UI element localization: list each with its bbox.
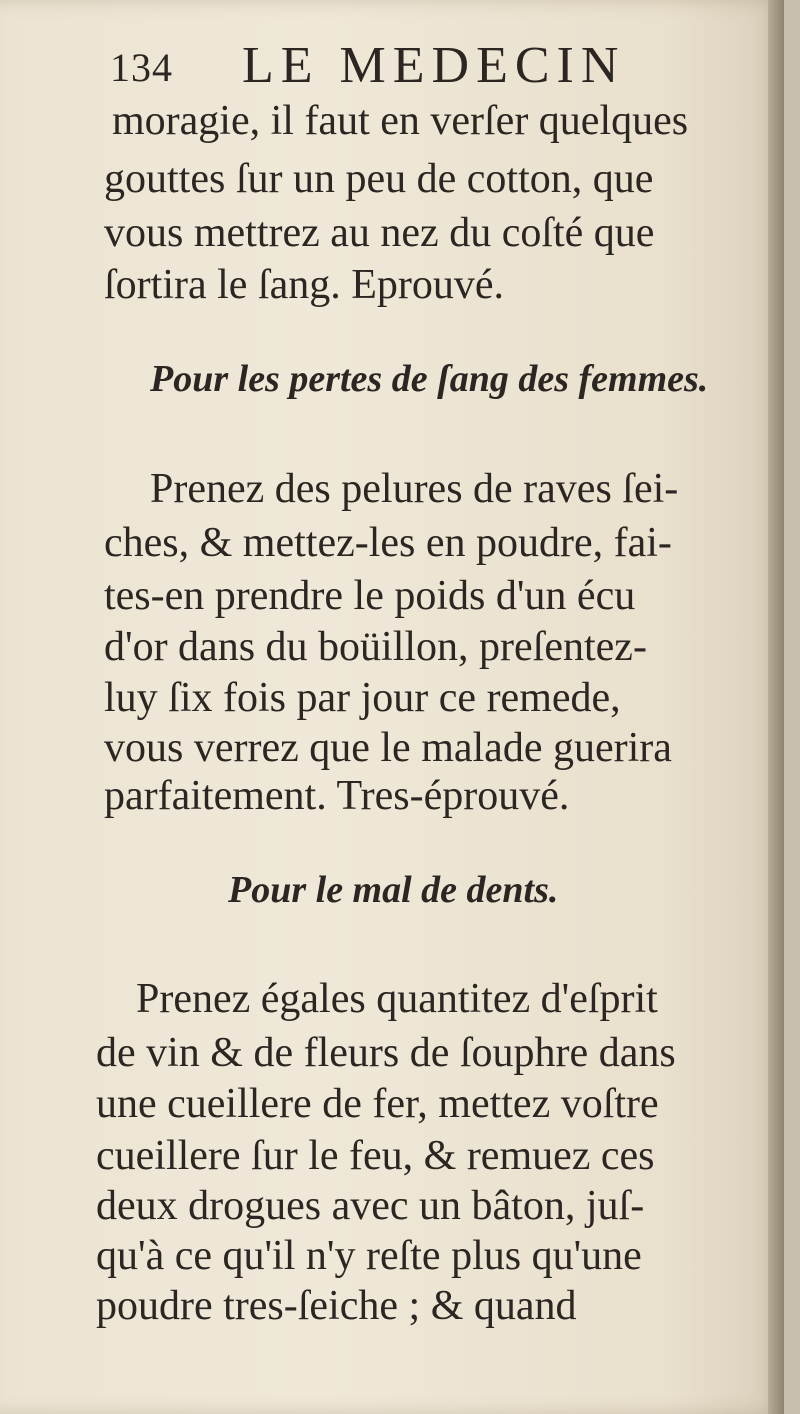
text-line: qu'à ce qu'il n'y reſte plus qu'une <box>96 1233 642 1279</box>
text-line: deux drogues avec un bâton, juſ- <box>96 1183 645 1229</box>
page-spine-shadow <box>768 0 784 1414</box>
text-line: d'or dans du boüillon, preſentez- <box>104 624 647 670</box>
text-line: ches, & mettez-les en poudre, fai- <box>104 520 672 566</box>
text-line: luy ſix fois par jour ce remede, <box>104 675 621 721</box>
text-line: une cueillere de fer, mettez voſtre <box>96 1081 659 1127</box>
section-heading-blood-loss: Pour les pertes de ſang des femmes. <box>150 358 709 400</box>
text-line: parfaitement. Tres-éprouvé. <box>104 773 570 819</box>
section-heading-toothache: Pour le mal de dents. <box>228 869 559 911</box>
text-line: poudre tres-ſeiche ; & quand <box>96 1283 577 1329</box>
text-line: cueillere ſur le feu, & remuez ces <box>96 1133 655 1179</box>
page-header <box>110 36 750 98</box>
text-line: Prenez égales quantitez d'eſprit <box>136 976 658 1022</box>
page-number: 134 <box>110 45 173 90</box>
running-title: LE MEDECIN <box>242 37 626 94</box>
text-line: gouttes ſur un peu de cotton, que <box>104 156 654 202</box>
text-line: moragie, il faut en verſer quelques <box>112 98 689 144</box>
text-line: de vin & de fleurs de ſouphre dans <box>96 1030 676 1076</box>
text-line: vous verrez que le malade guerira <box>104 725 672 771</box>
text-line: Prenez des pelures de raves ſei- <box>150 466 679 512</box>
text-line: vous mettrez au nez du coſté que <box>104 210 655 256</box>
text-line: tes-en prendre le poids d'un écu <box>104 573 636 619</box>
text-line: ſortira le ſang. Eprouvé. <box>104 262 505 308</box>
